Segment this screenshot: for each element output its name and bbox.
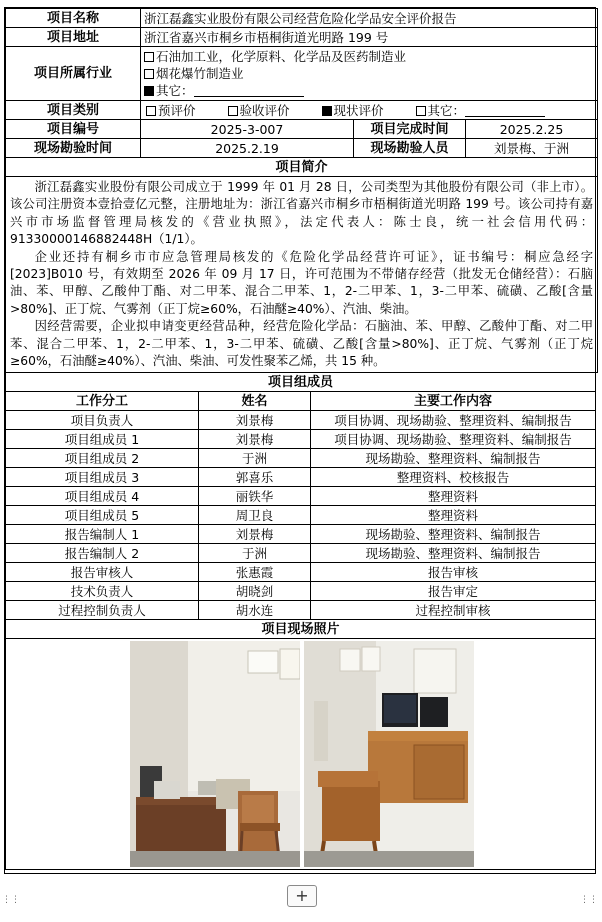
finish-time-value: 2025.2.25 — [466, 120, 598, 139]
team-row — [6, 449, 596, 468]
project-name-value: 浙江磊鑫实业股份有限公司经营危险化学品安全评价报告 — [141, 9, 598, 28]
team-rows — [6, 411, 596, 620]
team-row — [6, 506, 596, 525]
team-work-cell: 现场勘验、整理资料、编制报告 — [311, 525, 596, 544]
team-work-cell: 报告审核 — [311, 563, 596, 582]
team-name-cell: 丽铁华 — [199, 487, 311, 506]
team-role-cell: 报告审核人 — [6, 563, 199, 582]
intro-paragraph-2: 企业还持有桐乡市市应急管理局核发的《危险化学品经营许可证》，证书编号：桐应急经字[2023]B010 号，有效期至 2026 年 09 月 17 日，许可范围为不带储存经营（批发无仓储经营）：石脑油、苯、甲醇、乙酸仲丁酯、对二甲苯、混合二甲苯、1，2-二甲苯、1，3-二甲苯、硫磺、乙酸[含量>80%]、正丁烷、气雾剂（正丁烷≥60%，石油醚≥40%）、汽油、柴油。 — [10, 249, 594, 316]
team-row — [6, 525, 596, 544]
team-name-cell: 郭喜乐 — [199, 468, 311, 487]
industry-other-blank[interactable] — [194, 84, 304, 97]
row-intro-body — [6, 177, 598, 373]
team-name-cell: 周卫良 — [199, 506, 311, 525]
intro-heading: 项目简介 — [6, 158, 598, 177]
team-row — [6, 411, 596, 430]
add-button[interactable]: + — [287, 885, 317, 907]
finish-time-label: 项目完成时间 — [354, 120, 466, 139]
row-intro-heading — [6, 158, 598, 177]
site-photo-1 — [130, 641, 300, 867]
photos-cell — [6, 639, 596, 870]
team-name-cell: 刘景梅 — [199, 411, 311, 430]
drag-handle-right-icon[interactable]: ⋮⋮ — [580, 895, 598, 905]
team-name-cell: 胡晓剑 — [199, 582, 311, 601]
intro-body — [6, 177, 598, 373]
team-role-cell: 报告编制人 1 — [6, 525, 199, 544]
team-col-role: 工作分工 — [6, 392, 199, 411]
drag-handle-left-icon[interactable]: ⋮⋮ — [2, 895, 20, 905]
industry-option-fireworks[interactable]: 烟花爆竹制造业 — [144, 65, 594, 82]
team-row — [6, 563, 596, 582]
checkbox-empty-icon[interactable] — [228, 106, 238, 116]
team-name-cell: 于洲 — [199, 449, 311, 468]
industry-label: 项目所属行业 — [6, 47, 141, 101]
team-role-cell: 项目组成员 4 — [6, 487, 199, 506]
site-photo-2 — [304, 641, 474, 867]
report-sheet — [4, 7, 596, 874]
checkbox-checked-icon[interactable] — [144, 86, 154, 96]
project-address-label: 项目地址 — [6, 28, 141, 47]
industry-options — [141, 47, 598, 101]
team-work-cell: 报告审定 — [311, 582, 596, 601]
team-role-cell: 项目负责人 — [6, 411, 199, 430]
checkbox-empty-icon[interactable] — [146, 106, 156, 116]
team-table — [5, 372, 596, 870]
row-project-type — [6, 101, 598, 120]
photos-heading: 项目现场照片 — [6, 620, 596, 639]
row-photos-heading — [6, 620, 596, 639]
team-row — [6, 468, 596, 487]
team-role-cell: 过程控制负责人 — [6, 601, 199, 620]
row-project-name — [6, 9, 598, 28]
office-photo-image — [130, 641, 300, 867]
checkbox-empty-icon[interactable] — [144, 69, 154, 79]
type-option-current[interactable]: 现状评价 — [322, 103, 384, 118]
team-name-cell: 张惠霞 — [199, 563, 311, 582]
project-type-options — [141, 101, 598, 120]
project-type-label: 项目类别 — [6, 101, 141, 120]
type-option-other[interactable]: 其它： — [416, 103, 546, 118]
team-col-work: 主要工作内容 — [311, 392, 596, 411]
checkbox-empty-icon[interactable] — [144, 52, 154, 62]
team-name-cell: 于洲 — [199, 544, 311, 563]
industry-option-other[interactable]: 其它： — [144, 82, 594, 99]
team-role-cell: 项目组成员 1 — [6, 430, 199, 449]
type-option-pre[interactable]: 预评价 — [146, 103, 196, 118]
checkbox-checked-icon[interactable] — [322, 106, 332, 116]
project-address-value: 浙江省嘉兴市桐乡市梧桐街道光明路 199 号 — [141, 28, 598, 47]
row-project-address — [6, 28, 598, 47]
team-work-cell: 现场勘验、整理资料、编制报告 — [311, 544, 596, 563]
type-option-acceptance[interactable]: 验收评价 — [228, 103, 290, 118]
team-work-cell: 项目协调、现场勘验、整理资料、编制报告 — [311, 430, 596, 449]
row-code-finish — [6, 120, 598, 139]
industry-option-chemical[interactable]: 石油加工业，化学原料、化学品及医药制造业 — [144, 48, 594, 65]
team-work-cell: 现场勘验、整理资料、编制报告 — [311, 449, 596, 468]
survey-staff-label: 现场勘验人员 — [354, 139, 466, 158]
intro-paragraph-3: 因经营需要，企业拟申请变更经营品种，经营危险化学品：石脑油、苯、甲醇、乙酸仲丁酯、对二甲苯、混合二甲苯、1，2-二甲苯、1，3-二甲苯、硫磺、乙酸[含量>80%]、正丁烷、气雾剂（正丁烷≥60%，石油醚≥40%）、汽油、柴油、可发性聚苯乙烯，共 15 种。 — [10, 319, 594, 369]
team-work-cell: 项目协调、现场勘验、整理资料、编制报告 — [311, 411, 596, 430]
project-name-label: 项目名称 — [6, 9, 141, 28]
team-row — [6, 544, 596, 563]
team-work-cell: 过程控制审核 — [311, 601, 596, 620]
team-row — [6, 487, 596, 506]
team-role-cell: 项目组成员 2 — [6, 449, 199, 468]
project-code-value: 2025-3-007 — [141, 120, 354, 139]
row-team-heading — [6, 373, 596, 392]
team-role-cell: 报告编制人 2 — [6, 544, 199, 563]
survey-staff-value: 刘景梅、于洲 — [466, 139, 598, 158]
survey-time-label: 现场勘验时间 — [6, 139, 141, 158]
team-header-row — [6, 392, 596, 411]
team-col-name: 姓名 — [199, 392, 311, 411]
team-heading: 项目组成员 — [6, 373, 596, 392]
checkbox-empty-icon[interactable] — [416, 106, 426, 116]
row-industry — [6, 47, 598, 101]
team-role-cell: 项目组成员 3 — [6, 468, 199, 487]
team-work-cell: 整理资料、校核报告 — [311, 468, 596, 487]
survey-time-value: 2025.2.19 — [141, 139, 354, 158]
project-code-label: 项目编号 — [6, 120, 141, 139]
row-photos — [6, 639, 596, 870]
team-name-cell: 刘景梅 — [199, 525, 311, 544]
team-role-cell: 技术负责人 — [6, 582, 199, 601]
team-work-cell: 整理资料 — [311, 487, 596, 506]
intro-paragraph-1: 浙江磊鑫实业股份有限公司成立于 1999 年 01 月 28 日，公司类型为其他股份有限公司（非上市）。该公司注册资本壹拾壹亿元整，注册地址为：浙江省嘉兴市桐乡市梧桐街道光明路 199 号。该公司持有嘉兴市市场监督管理局核发的《营业执照》，法定代表人：陈士良，统一社会信用代码：91330000146882448H（1/1）。 — [10, 180, 594, 247]
office-photo-image — [304, 641, 474, 867]
team-row — [6, 582, 596, 601]
row-survey — [6, 139, 598, 158]
team-name-cell: 胡水连 — [199, 601, 311, 620]
type-other-blank[interactable] — [465, 104, 545, 117]
team-role-cell: 项目组成员 5 — [6, 506, 199, 525]
team-work-cell: 整理资料 — [311, 506, 596, 525]
team-row — [6, 430, 596, 449]
team-name-cell: 刘景梅 — [199, 430, 311, 449]
team-row — [6, 601, 596, 620]
project-info-table — [5, 8, 598, 373]
